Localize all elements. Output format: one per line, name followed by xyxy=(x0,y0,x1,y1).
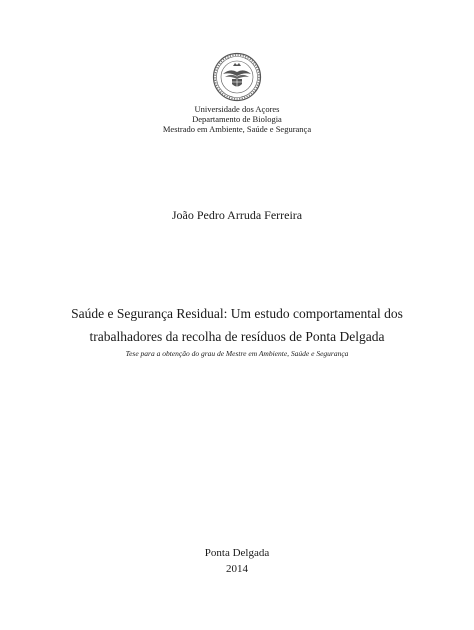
author-name: João Pedro Arruda Ferreira xyxy=(171,208,303,222)
university-name: Universidade dos Açores xyxy=(194,104,280,114)
university-seal-icon xyxy=(212,52,262,102)
thesis-title-line-2: trabalhadores da recolha de resíduos de Ponta Delgada xyxy=(89,329,385,344)
publication-year: 2014 xyxy=(226,563,248,575)
thesis-title-line-1: Saúde e Segurança Residual: Um estudo comportamental dos xyxy=(71,306,403,321)
publication-place: Ponta Delgada xyxy=(204,547,270,559)
thesis-subtitle: Tese para a obtenção do grau de Mestre em Ambiente, Saúde e Segurança xyxy=(125,349,349,358)
programme-name: Mestrado em Ambiente, Saúde e Segurança xyxy=(162,124,312,134)
department-name: Departamento de Biologia xyxy=(192,114,282,124)
